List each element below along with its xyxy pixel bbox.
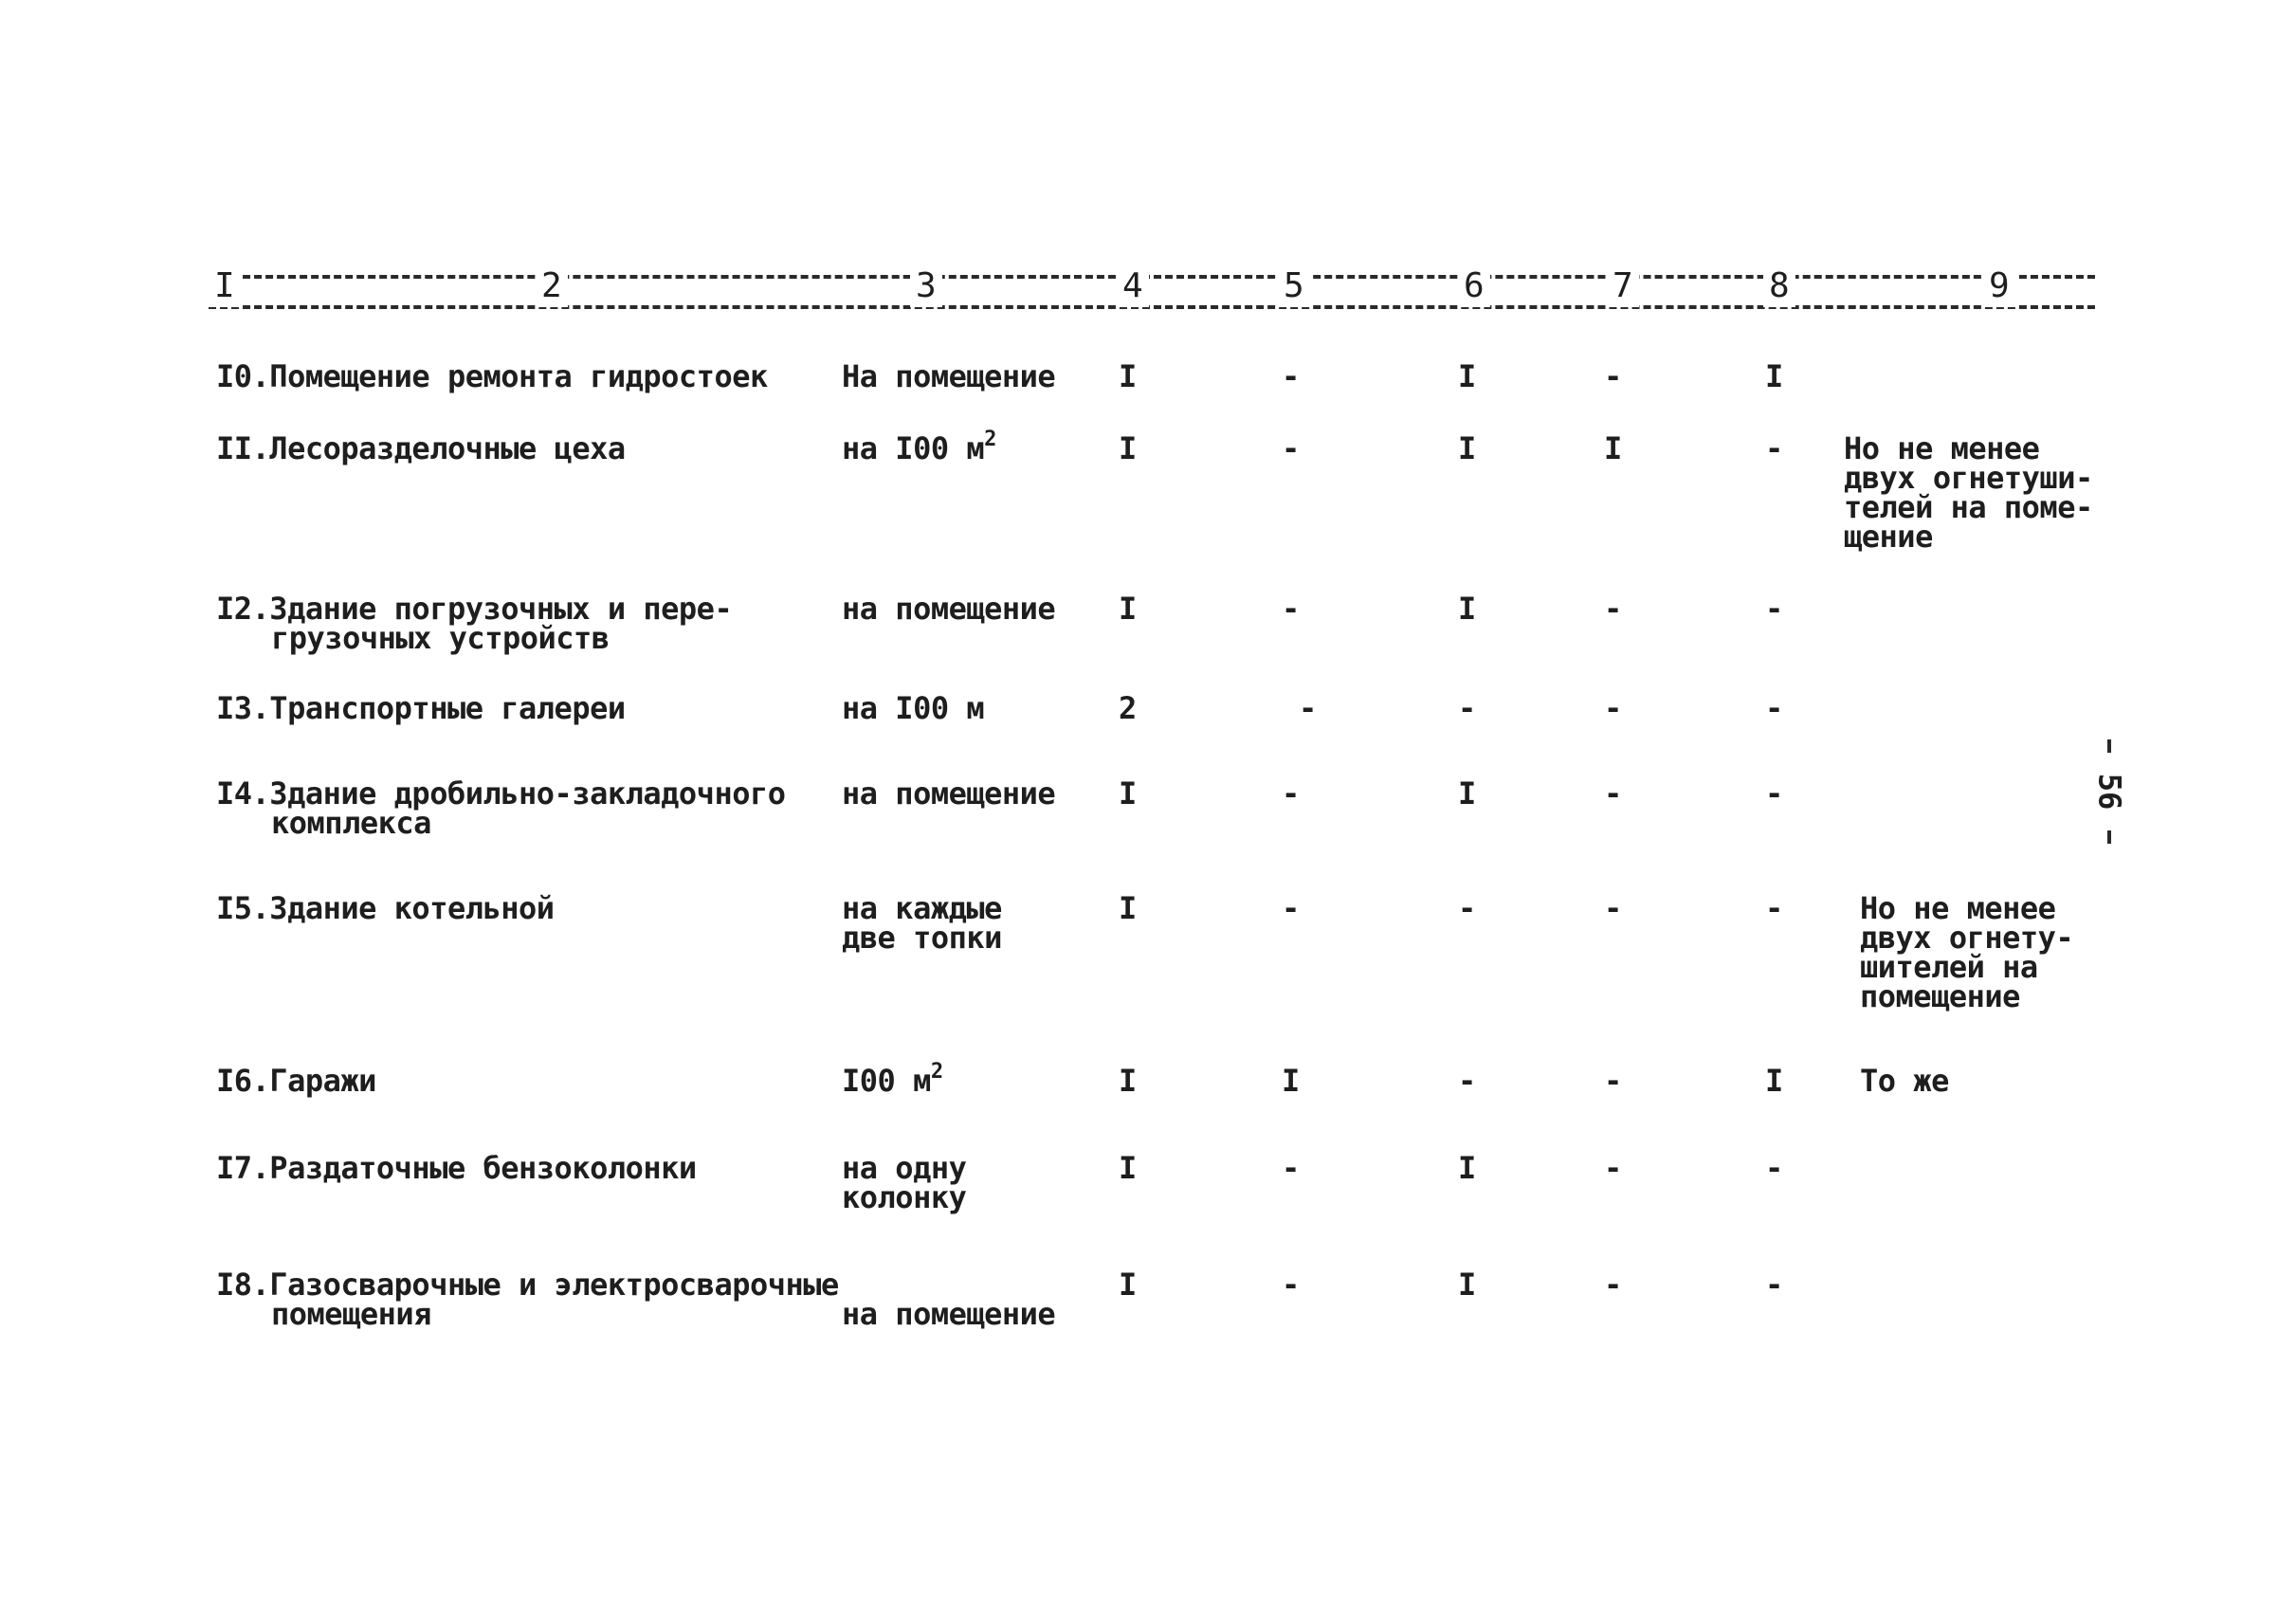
row-col4: I	[1119, 1267, 1137, 1303]
row-col5: I	[1282, 1063, 1300, 1099]
row-col4: I	[1119, 358, 1137, 394]
row-col6: I	[1458, 1150, 1476, 1186]
row-col4: I	[1119, 775, 1137, 812]
row-name: I7.Раздаточные бензоколонки	[216, 1150, 697, 1186]
row-col4: I	[1119, 1063, 1137, 1099]
column-number-header	[209, 265, 2095, 322]
column-number-7: 7	[1607, 265, 1639, 307]
row-col7: -	[1604, 690, 1622, 726]
row-col5: -	[1282, 358, 1300, 394]
column-number-9: 9	[1983, 265, 2015, 307]
row-col7: -	[1604, 358, 1622, 394]
row-col8: -	[1765, 591, 1783, 627]
page-number-dash-bottom	[2107, 830, 2111, 844]
row-col5: -	[1282, 1267, 1300, 1303]
row-name: I3.Транспортные галереи	[216, 690, 626, 726]
column-number-3: 3	[910, 265, 942, 307]
row-note: Но не менее двух огнету- шителей на помещение	[1860, 890, 2074, 1014]
row-col4: I	[1119, 1150, 1137, 1186]
row-col6: -	[1458, 890, 1476, 926]
row-col6: I	[1458, 591, 1476, 627]
row-col4: I	[1119, 591, 1137, 627]
row-unit: на каждые две топки	[842, 890, 1002, 956]
row-col6: -	[1458, 1063, 1476, 1099]
row-name: I5.Здание котельной	[216, 890, 555, 926]
page-number	[2090, 739, 2128, 844]
row-col7: -	[1604, 1150, 1622, 1186]
row-col8: -	[1765, 775, 1783, 812]
row-name: I2.Здание погрузочных и пере- грузочных устройств	[216, 591, 733, 656]
row-col6: I	[1458, 1267, 1476, 1303]
row-col5: -	[1282, 890, 1300, 926]
row-unit: на помещение	[842, 1296, 1056, 1332]
column-number-1: I	[209, 265, 241, 307]
row-col8: -	[1765, 1267, 1783, 1303]
row-col5: -	[1282, 591, 1300, 627]
row-name: I6.Гаражи	[216, 1063, 376, 1099]
row-col7: -	[1604, 1063, 1622, 1099]
row-col8: -	[1765, 430, 1783, 466]
row-unit: I00 $м^2$	[842, 1060, 943, 1099]
row-col4: I	[1119, 890, 1137, 926]
column-number-8: 8	[1763, 265, 1795, 307]
page-number-dash-top	[2107, 739, 2111, 753]
row-note: Но не менее двух огнетуши- телей на поме- щение	[1844, 430, 2093, 555]
row-name: I4.Здание дробильно-закладочного комплекса	[216, 775, 786, 841]
row-col7: -	[1604, 775, 1622, 812]
row-col7: -	[1604, 591, 1622, 627]
row-col8: -	[1765, 690, 1783, 726]
row-name: I0.Помещение ремонта гидростоек	[216, 358, 768, 394]
row-col6: I	[1458, 775, 1476, 812]
row-col7: -	[1604, 890, 1622, 926]
row-col6: I	[1458, 430, 1476, 466]
column-number-4: 4	[1117, 265, 1149, 307]
row-unit: на помещение	[842, 775, 1056, 812]
row-col8: -	[1765, 1150, 1783, 1186]
row-col4: I	[1119, 430, 1137, 466]
row-note: То же	[1860, 1063, 1949, 1099]
row-col4: 2	[1119, 690, 1137, 726]
row-unit: на одну колонку	[842, 1150, 967, 1215]
row-col7: I	[1604, 430, 1622, 466]
page-number-text: 56	[2091, 773, 2127, 811]
column-number-2: 2	[536, 265, 568, 307]
row-col6: -	[1458, 690, 1476, 726]
row-name: II.Лесоразделочные цеха	[216, 430, 626, 466]
row-col8: -	[1765, 890, 1783, 926]
row-col8: I	[1765, 358, 1783, 394]
row-col5: -	[1282, 430, 1300, 466]
row-col8: I	[1765, 1063, 1783, 1099]
row-col7: -	[1604, 1267, 1622, 1303]
row-col5: -	[1282, 775, 1300, 812]
header-dash-line-top	[209, 275, 2095, 279]
row-unit: на помещение	[842, 591, 1056, 627]
row-col6: I	[1458, 358, 1476, 394]
row-col5: -	[1282, 1150, 1300, 1186]
column-number-6: 6	[1458, 265, 1490, 307]
row-unit: На помещение	[842, 358, 1056, 394]
row-unit: на I00 м	[842, 690, 985, 726]
row-unit: на I00 $м^2$	[842, 428, 996, 466]
row-col5: -	[1299, 690, 1317, 726]
header-dash-line-bottom	[209, 305, 2095, 309]
row-name: I8.Газосварочные и электросварочные помещения	[216, 1267, 839, 1332]
column-number-5: 5	[1278, 265, 1310, 307]
